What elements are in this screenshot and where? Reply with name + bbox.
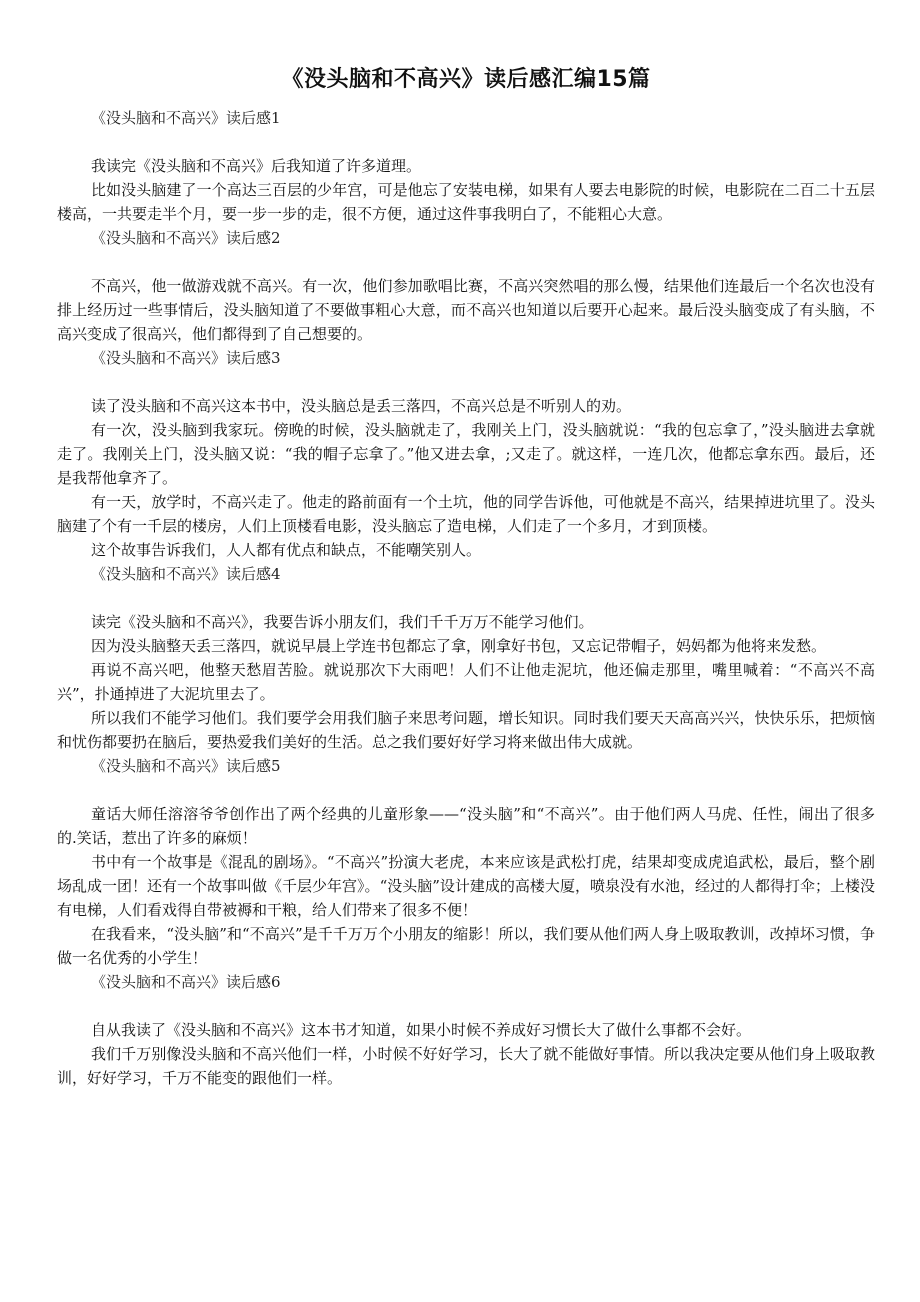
paragraph: 所以我们不能学习他们。我们要学会用我们脑子来思考问题，增长知识。同时我们要天天高高兴兴，快快乐乐，把烦恼和忧伤都要扔在脑后，要热爱我们美好的生活。总之我们要好好学习将来做出伟大成就。 (57, 709, 875, 751)
section-heading: 《没头脑和不高兴》读后感5 (91, 757, 281, 775)
section-heading: 《没头脑和不高兴》读后感3 (91, 349, 281, 367)
essay-section (57, 754, 875, 970)
paragraph: 在我看来，“没头脑”和“不高兴”是千千万万个小朋友的缩影！所以，我们要从他们两人身上吸取教训，改掉坏习惯，争做一名优秀的小学生！ (57, 925, 875, 967)
paragraph: 书中有一个故事是《混乱的剧场》。“不高兴”扮演大老虎，本来应该是武松打虎，结果却变成虎追武松，最后，整个剧场乱成一团！还有一个故事叫做《千层少年宫》。“没头脑”设计建成的高楼大厦，喷泉没有水池，经过的人都得打伞；上楼没有电梯，人们看戏得自带被褥和干粮，给人们带来了很多不便！ (57, 853, 875, 919)
paragraph: 比如没头脑建了一个高达三百层的少年宫，可是他忘了安装电梯，如果有人要去电影院的时候，电影院在二百二十五层楼高，一共要走半个月，要一步一步的走，很不方便，通过这件事我明白了，不能粗心大意。 (57, 181, 875, 223)
essay-section (57, 970, 875, 1090)
paragraph: 有一天，放学时，不高兴走了。他走的路前面有一个土坑，他的同学告诉他，可他就是不高兴，结果掉进坑里了。没头脑建了个有一千层的楼房，人们上顶楼看电影，没头脑忘了造电梯，人们走了一个多月，才到顶楼。 (57, 493, 875, 535)
blank-line (57, 370, 875, 394)
essay-section (57, 106, 875, 226)
paragraph: 我们千万别像没头脑和不高兴他们一样，小时候不好好学习，长大了就不能做好事情。所以我决定要从他们身上吸取教训，好好学习，千万不能变的跟他们一样。 (57, 1045, 875, 1087)
blank-line (57, 586, 875, 610)
section-heading: 《没头脑和不高兴》读后感2 (91, 229, 281, 247)
paragraph: 自从我读了《没头脑和不高兴》这本书才知道，如果小时候不养成好习惯长大了做什么事都不会好。 (91, 1021, 752, 1039)
blank-line (57, 994, 875, 1018)
paragraph: 我读完《没头脑和不高兴》后我知道了许多道理。 (91, 157, 422, 175)
section-heading: 《没头脑和不高兴》读后感4 (91, 565, 281, 583)
paragraph: 因为没头脑整天丢三落四，就说早晨上学连书包都忘了拿，刚拿好书包，又忘记带帽子，妈妈都为他将来发愁。 (91, 637, 827, 655)
section-heading: 《没头脑和不高兴》读后感6 (91, 973, 281, 991)
paragraph: 童话大师任溶溶爷爷创作出了两个经典的儿童形象——“没头脑”和“不高兴”。由于他们两人马虎、任性，闹出了很多的.笑话，惹出了许多的麻烦！ (57, 805, 875, 847)
document-title: 《没头脑和不高兴》读后感汇编15篇 (281, 67, 651, 92)
paragraph: 再说不高兴吧，他整天愁眉苦脸。就说那次下大雨吧！人们不让他走泥坑，他还偏走那里，嘴里喊着：“不高兴不高兴”，扑通掉进了大泥坑里去了。 (57, 661, 875, 703)
blank-line (57, 778, 875, 802)
essay-section (57, 346, 875, 562)
blank-line (57, 130, 875, 154)
paragraph: 有一次，没头脑到我家玩。傍晚的时候，没头脑就走了，我刚关上门，没头脑就说：“我的包忘拿了，”没头脑进去拿就走了。我刚关上门，没头脑又说：“我的帽子忘拿了。”他又进去拿，;又走了。就这样，一连几次，他都忘拿东西。最后，还是我帮他拿齐了。 (57, 421, 875, 487)
section-heading: 《没头脑和不高兴》读后感1 (91, 109, 281, 127)
document-page (57, 62, 875, 1090)
paragraph: 读完《没头脑和不高兴》，我要告诉小朋友们，我们千千万万不能学习他们。 (91, 613, 594, 631)
essay-section (57, 226, 875, 346)
paragraph: 这个故事告诉我们，人人都有优点和缺点，不能嘲笑别人。 (91, 541, 482, 559)
blank-line (57, 250, 875, 274)
paragraph: 不高兴，他一做游戏就不高兴。有一次，他们参加歌唱比赛，不高兴突然唱的那么慢，结果他们连最后一个名次也没有排上经历过一些事情后，没头脑知道了不要做事粗心大意，而不高兴也知道以后要开心起来。最后没头脑变成了有头脑，不高兴变成了很高兴，他们都得到了自己想要的。 (57, 277, 875, 343)
essay-section (57, 562, 875, 754)
paragraph: 读了没头脑和不高兴这本书中，没头脑总是丢三落四，不高兴总是不听别人的劝。 (91, 397, 632, 415)
